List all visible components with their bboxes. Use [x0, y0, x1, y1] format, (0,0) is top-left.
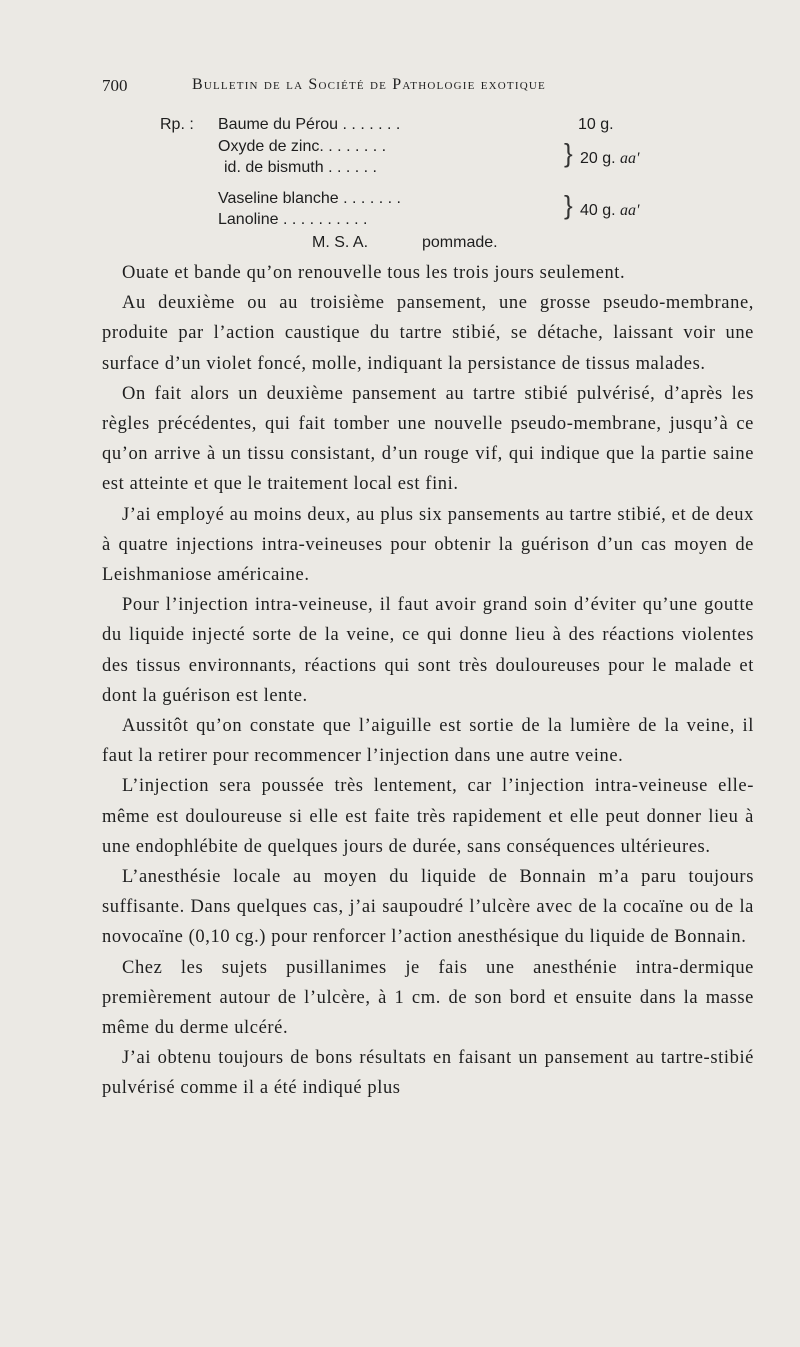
paragraph: Pour l’injection intra-veineuse, il faut avoir grand soin d’éviter qu’une goutte du liquide injecté sorte de la veine, ce qui donne lieu à des réactions violentes des tissus environnants, réactions qui sont très douloureuses pour le malade et dont la guérison est lente.	[102, 595, 754, 706]
rx-quantity: 20 g. aa'	[580, 150, 640, 167]
rx-msa: M. S. A.	[312, 234, 369, 251]
paragraph: Ouate et bande qu’on renouvelle tous les trois jours seulement.	[122, 263, 626, 283]
rx-ingredient: Baume du Pérou . . . . . . .	[218, 116, 401, 133]
rx-ingredient: Vaseline blanche . . . . . . .	[218, 190, 401, 207]
brace-icon: }	[564, 138, 573, 168]
page-header	[102, 76, 742, 100]
rx-ingredient: Oxyde de zinc. . . . . . . .	[218, 138, 387, 155]
paragraph: L’injection sera poussée très lentement, car l’injection intra-veineuse elle-même est douloureuse si elle est faite très rapidement et elle peut donner lieu à une endophlébite de quelques jours de durée, sans conséquences ultérieures.	[102, 776, 754, 857]
paragraph: L’anesthésie locale au moyen du liquide de Bonnain m’a paru toujours suffisante. Dans quelques cas, j’ai saupoudré l’ulcère avec de la cocaïne ou de la novocaïne (0,10 cg.) pour renforcer l’action anesthésique du liquide de Bonnain.	[102, 867, 754, 948]
brace-icon: }	[564, 190, 573, 220]
rx-pommade: pommade.	[422, 234, 498, 251]
rx-ingredient: Lanoline . . . . . . . . . .	[218, 211, 368, 228]
paragraph: Au deuxième ou au troisième pansement, une grosse pseudo-membrane, produite par l’action caustique du tartre stibié, se détache, laissant voir une surface d’un violet foncé, molle, indiquant la persistance de tissus malades.	[102, 293, 754, 374]
rx-ingredient: id. de bismuth . . . . . .	[224, 159, 377, 176]
paragraph: Chez les sujets pusillanimes je fais une anesthénie intra-dermique premièrement autour de l’ulcère, à 1 cm. de son bord et ensuite dans la masse même du derme ulcéré.	[102, 957, 754, 1039]
rx-quantity: 40 g. aa'	[580, 202, 640, 219]
paragraph: J’ai obtenu toujours de bons résultats en faisant un pansement au tartre-stibié pulvérisé comme il a été indiqué plus	[102, 1048, 754, 1099]
paragraph: Aussitôt qu’on constate que l’aiguille est sortie de la lumière de la veine, il faut la retirer pour recommencer l’injection dans une autre veine.	[102, 716, 754, 767]
page-number: 700	[102, 76, 128, 95]
rp-label: Rp. :	[160, 116, 194, 133]
body-text	[102, 258, 754, 1104]
paragraph: On fait alors un deuxième pansement au tartre stibié pulvérisé, d’après les règles précédentes, qui fait tomber une nouvelle pseudo-membrane, jusqu’à ce qu’on arrive à un tissu consistant, d’un rouge vif, qui indique que la partie saine est atteinte et que le traitement local est fini.	[102, 383, 754, 495]
running-title: Bulletin de la Société de Pathologie exotique	[192, 76, 546, 93]
rx-quantity: 10 g.	[578, 116, 614, 133]
paragraph: J’ai employé au moins deux, au plus six pansements au tartre stibié, et de deux à quatre injections intra-veineuses pour obtenir la guérison d’un cas moyen de Leishmaniose américaine.	[102, 504, 754, 586]
